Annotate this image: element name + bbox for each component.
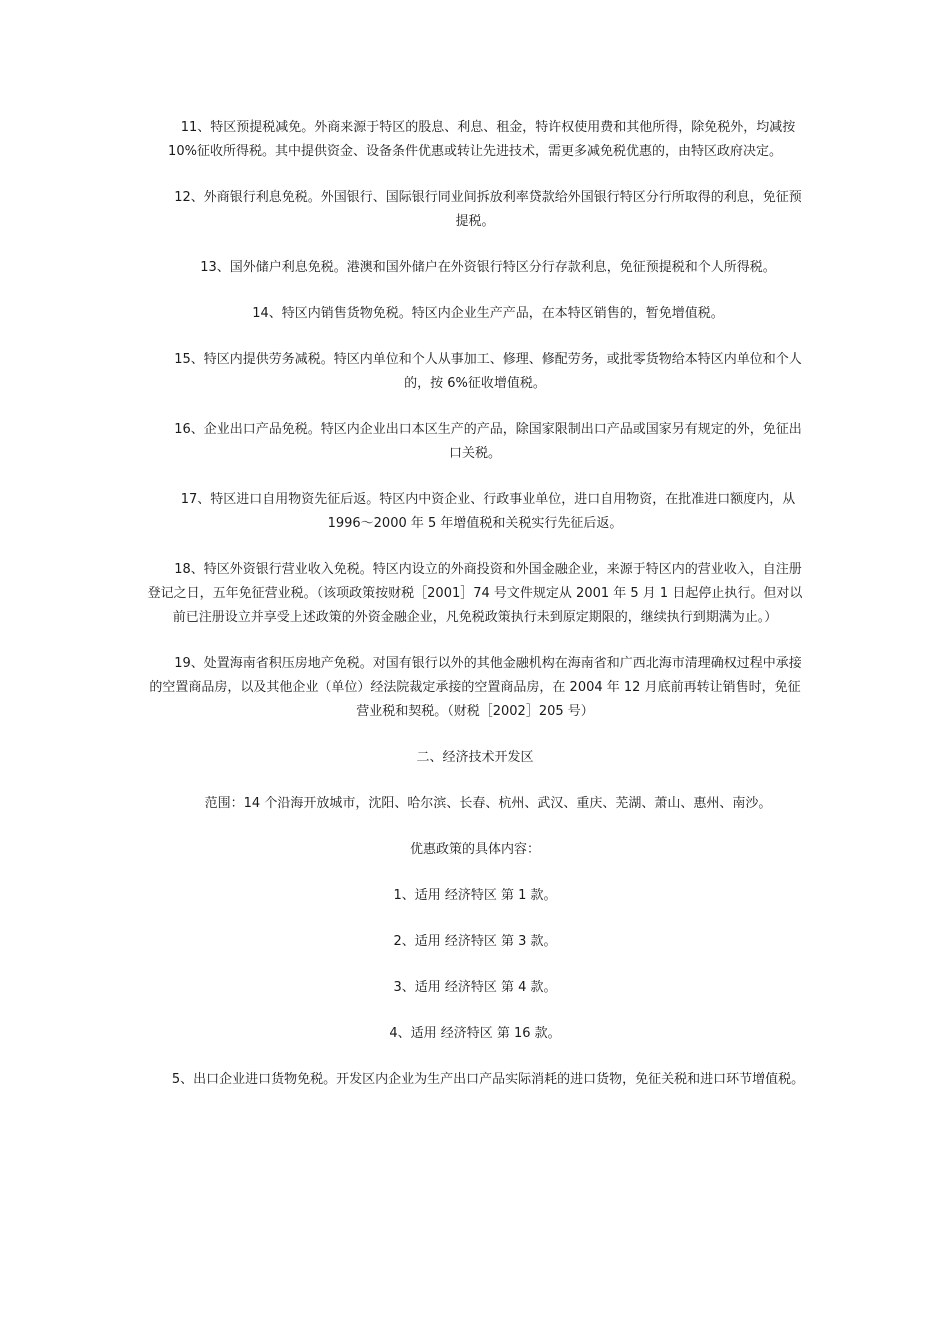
policy-item-15: 15、特区内提供劳务减税。特区内单位和个人从事加工、修理、修配劳务，或批零货物给本特区内单位和个人的，按 6%征收增值税。 xyxy=(174,352,802,391)
policy-item-4: 4、适用 经济特区 第 16 款。 xyxy=(389,1026,561,1041)
policy-item-19: 19、处置海南省积压房地产免税。对国有银行以外的其他金融机构在海南省和广西北海市清理确权过程中承接的空置商品房，以及其他企业（单位）经法院裁定承接的空置商品房，在 2004 年 12 月底前再转让销售时，免征营业税和契税。（财税［2002］205 号） xyxy=(149,656,802,719)
policy-item-3: 3、适用 经济特区 第 4 款。 xyxy=(393,980,557,995)
policy-item-18: 18、特区外资银行营业收入免税。特区内设立的外商投资和外国金融企业，来源于特区内的营业收入，自注册登记之日，五年免征营业税。（该项政策按财税［2001］74 号文件规定从 2001 年 5 月 1 日起停止执行。但对以前已注册设立并享受上述政策的外资金融企业，凡免税政策执行未到原定期限的，继续执行到期满为止。） xyxy=(147,562,803,625)
policy-item-2: 2、适用 经济特区 第 3 款。 xyxy=(393,934,557,949)
policy-item-17: 17、特区进口自用物资先征后返。特区内中资企业、行政事业单位，进口自用物资，在批准进口额度内，从 1996～2000 年 5 年增值税和关税实行先征后返。 xyxy=(180,492,796,531)
document-page xyxy=(143,116,807,1114)
policy-item-11: 11、特区预提税减免。外商来源于特区的股息、利息、租金，特许权使用费和其他所得，除免税外，均减按 10%征收所得税。其中提供资金、设备条件优惠或转让先进技术，需更多减免税优惠的，由特区政府决定。 xyxy=(168,120,796,159)
scope-paragraph: 范围：14 个沿海开放城市，沈阳、哈尔滨、长春、杭州、武汉、重庆、芜湖、萧山、惠州、南沙。 xyxy=(204,796,772,811)
policy-item-13: 13、国外储户利息免税。港澳和国外储户在外资银行特区分行存款利息，免征预提税和个人所得税。 xyxy=(200,260,776,275)
policy-item-14: 14、特区内销售货物免税。特区内企业生产产品，在本特区销售的，暂免增值税。 xyxy=(252,306,724,321)
policy-item-5: 5、出口企业进口货物免税。开发区内企业为生产出口产品实际消耗的进口货物，免征关税和进口环节增值税。 xyxy=(171,1072,805,1087)
subsection-label: 优惠政策的具体内容： xyxy=(409,842,540,857)
policy-item-12: 12、外商银行利息免税。外国银行、国际银行同业间拆放利率贷款给外国银行特区分行所取得的利息，免征预提税。 xyxy=(174,190,802,229)
policy-item-1: 1、适用 经济特区 第 1 款。 xyxy=(393,888,557,903)
policy-item-16: 16、企业出口产品免税。特区内企业出口本区生产的产品，除国家限制出口产品或国家另有规定的外，免征出口关税。 xyxy=(174,422,802,461)
section-heading: 二、经济技术开发区 xyxy=(416,750,534,765)
